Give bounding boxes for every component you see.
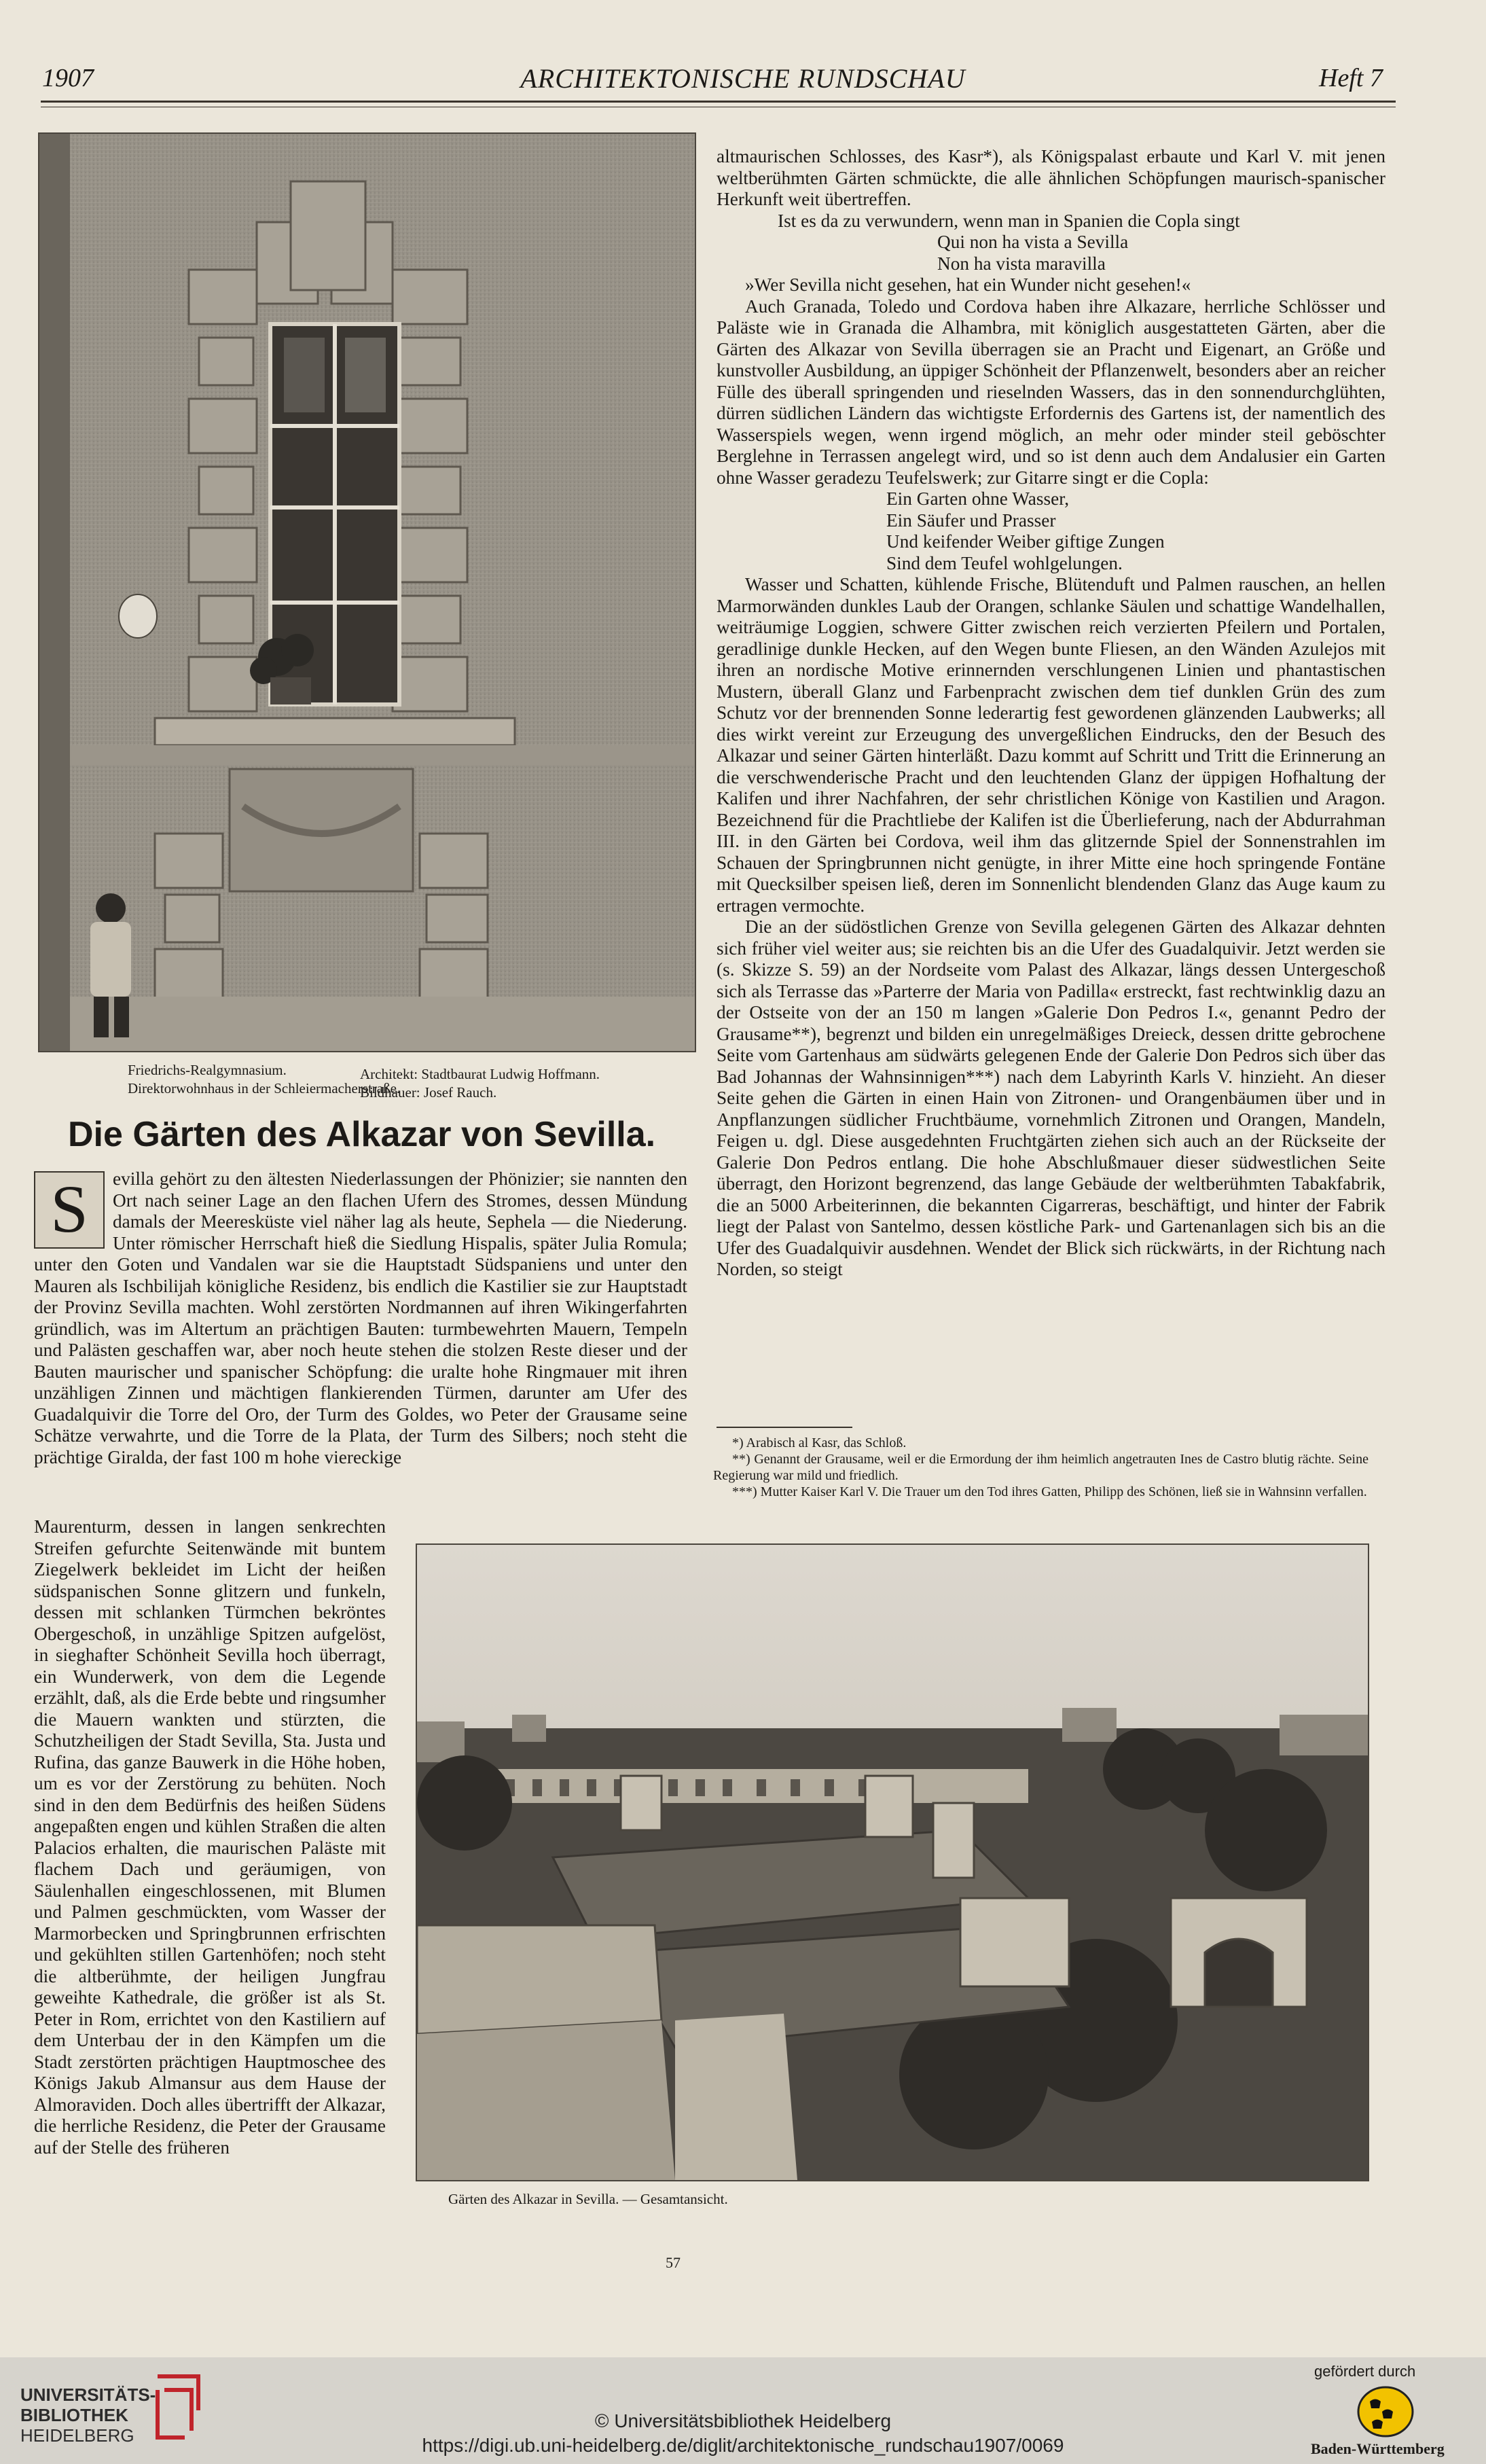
library-line3: HEIDELBERG <box>20 2425 134 2446</box>
footnote-1: *) Arabisch al Kasr, das Schloß. <box>732 1435 907 1450</box>
library-line1: UNIVERSITÄTS- <box>20 2385 156 2405</box>
right-paragraph-3: »Wer Sevilla nicht gesehen, hat ein Wunder nicht gesehen!« <box>745 274 1191 295</box>
library-logo-icon <box>151 2370 205 2444</box>
footnote-rule <box>717 1427 852 1428</box>
garden-image <box>417 1545 1368 2180</box>
article-title: Die Gärten des Alkazar von Sevilla. <box>68 1115 656 1154</box>
garden-photo <box>416 1543 1369 2181</box>
figure2-caption: Gärten des Alkazar in Sevilla. — Gesamtansicht. <box>448 2191 728 2207</box>
footnote-3: ***) Mutter Kaiser Karl V. Die Trauer um den Tod ihres Gatten, Philipp des Schönen, ließ sie in Wahnsinn verfallen. <box>732 1484 1367 1499</box>
library-line2: BIBLIOTHEK <box>20 2405 128 2425</box>
right-paragraph-4: Auch Granada, Toledo und Cordova haben ihre Alkazare, herrliche Schlösser und Paläste wie in Granada die Alhambra, mit königlich ausgestatteten Gärten, aber die Gärten des Alkazar von Sevilla überragen sie an Pracht und Eigenart, an Größe und kunstvoller Ausbildung, an üppiger Schönheit der Pflanzenwelt, besonders aber an reicher Fülle des überall springenden und rieselnden Wassers, das in den sonnendurchglühten, dürren südlichen Ländern das wichtigste Erfordernis des Gartens ist, der namentlich des Wasserspiels wegen, wenn irgend möglich, an mehr oder minder steil geböschter Berglehne in Terrassen angelegt wird, und so ist denn auch dem Andalusier ein Garten ohne Wasser geradezu Teufelswerk; zur Gitarre singt er die Copla: <box>717 296 1385 488</box>
footnote-2: **) Genannt der Grausame, weil er die Ermordung der ihm heimlich angetrauten Ines de Castro blutig rächte. Seine Regierung war mild und friedlich. <box>713 1452 1369 1483</box>
left-column <box>34 1168 687 1468</box>
drop-cap: S <box>34 1171 105 1249</box>
right-paragraph-1: altmaurischen Schlosses, des Kasr*), als Königspalast erbaute und Karl V. mit jenen weltberühmten Gärten schmückte, die alle ähnlichen Schöpfungen maurisch-spanischer Herkunft weit übertreffen. <box>717 146 1385 209</box>
facade-photo <box>38 132 696 1052</box>
footnotes <box>713 1435 1369 1500</box>
right-column <box>717 146 1385 1281</box>
right-paragraph-2: Ist es da zu verwundern, wenn man in Spanien die Copla singt <box>778 210 1240 231</box>
permalink-url[interactable]: https://digi.ub.uni-heidelberg.de/diglit/architektonische_rundschau1907/0069 <box>422 2435 1064 2456</box>
figure1-caption-left: Friedrichs-Realgymnasium. Direktorwohnhaus in der Schleiermacherstraße. <box>128 1062 401 1096</box>
copla-verse-1: Qui non ha vista a Sevilla Non ha vista maravilla <box>937 232 1129 274</box>
right-paragraph-5: Wasser und Schatten, kühlende Frische, Blütenduft und Palmen rauschen, an hellen Marmorwänden dunkles Laub der Orangen, schlanke Säulen und schattige Wandelhallen, weiträumige Loggien, schwere Gitter zwischen reich verzierten Pfeilern und Portalen, geradlinige dunkle Hecken, auf den Wegen bunte Fliesen, an den Wänden Azulejos mit ihren an nordische Motive erinnernden verschlungenen Linien und phantastischen Mustern, überall Glanz und Farbenpracht zwischen dem tief dunklen Grün des zum Schutz vor der brennenden Sonne lederartig fest gewordenen glänzenden Laubwerks; all dies wirkt vereint zur Erzeugung des unvergeßlichen Eindrucks, den der Besuch des Alkazar und seiner Gärten hinterläßt. Dazu kommt auf Schritt und Tritt die Erinnerung an die verschwenderische Pracht und den leuchtenden Glanz der üppigen Hofhaltung der Kalifen und ihrer Nachfahren, der sehr christlichen Könige von Kastilien und Aragon. Bezeichnend für die Prachtliebe der Kalifen ist die Überlieferung, nach der Abdurrahman III. in den Gärten bei Cordova, weil ihm das glitzernde Spiel der Sonnenstrahlen im Schauen der Springbrunnen nicht genügte, in ihrer Mitte eine hoch springende Fontäne mit Quecksilber speisen ließ, deren im Sonnenlicht blendenden Glanz das Auge kaum zu ertragen vermochte. <box>717 574 1385 916</box>
left-narrow-paragraph: Maurenturm, dessen in langen senkrechten Streifen gefurchte Seitenwände mit buntem Ziegelwerk bekleidet im Licht der heißen südspanischen Sonne glitzern und funkeln, dessen mit schlanken Türmchen bekröntes Obergeschoß, in unzählige Spitzen aufgelöst, in sieghafter Schönheit Sevilla hoch überragt, ein Wunderwerk, von dem die Legende erzählt, daß, als die Erde bebte und ringsumher die Mauern wankten und stürzten, die Schutzheiligen der Stadt Sevilla, Sta. Justa und Rufina, das ganze Bauwerk in die Höhe hoben, um es vor der Zerstörung zu behüten. Noch sind in den dem Bedürfnis des heißen Südens angepaßten engen und kühlen Straßen die alten Palacios erhalten, die maurischen Paläste mit flachem Dach und geräumigen, von Säulenhallen eingeschlossenen, mit Blumen und Palmen geschmückten, vom Wasser der Marmorbecken und Springbrunnen erfrischten und gekühlten stillen Gartenhöfen; noch steht die altberühmte, der heiligen Jungfrau geweihte Kathedrale, die größer ist als St. Peter in Rom, errichtet von den Kastiliern auf dem Unterbau der in den Kämpfen um die Stadt zerstörten prächtigen Hauptmoschee des Königs Jakub Almansur aus dem Hause der Almoraviden. Doch alles übertrifft der Alkazar, die herrliche Residenz, die Peter der Grausame auf der Stelle des früheren <box>34 1516 386 2158</box>
funded-by-label: gefördert durch <box>1314 2363 1416 2380</box>
header-year: 1907 <box>42 64 94 92</box>
funder-name: Baden-Württemberg <box>1311 2440 1445 2457</box>
header-issue: Heft 7 <box>1319 64 1383 92</box>
baden-wuerttemberg-crest-icon <box>1355 2385 1416 2439</box>
header-journal: ARCHITEKTONISCHE RUNDSCHAU <box>520 63 966 94</box>
right-paragraph-6: Die an der südöstlichen Grenze von Sevilla gelegenen Gärten des Alkazar dehnten sich früher viel weiter aus; sie reichten bis an die Ufer des Guadalquivir. Jetzt werden sie (s. Skizze S. 59) an der Nordseite vom Palast des Alkazar, längs dessen Untergeschoß sich als Terrasse das »Parterre der Maria von Padilla« erstreckt, fast rechtwinklig dazu an der Ostseite von der an 150 m langen »Galerie Don Pedros I.«, genannt Pedro der Grausame**), begrenzt und bilden ein unregelmäßiges Dreieck, dessen dritte gebrochene Seite vom Gartenhaus am südwärts gelegenen Ende der Galerie Don Pedros sich über das Bad Johannas der Wahnsinnigen***) nach dem Labyrinth Karls V. hinzieht. An dieser Seite gehen die Gärten in einen Hain von Zitronen- und Orangenbäumen über und in Anpflanzungen südlicher Fruchtbäume, vornehmlich Zitronen und Orangen, Mandeln, Feigen u. dgl. Diese ausgedehnten Fruchtgärten ziehen sich auch an der Rückseite der Galerie Don Pedros entlang. Die hohe Abschlußmauer dieser südwestlichen Seite überragt, den Horizont begrenzend, das lange Gebäude der weltberühmten Tabakfabrik, die an 5000 Arbeiterinnen, die bekannten Cigarreras, beschäftigt, und hinter der Fabrik liegt der Palast von Santelmo, dessen köstliche Park- und Gartenanlagen sich bis an die Ufer des Guadalquivir ausdehnen. Wendet der Blick sich rückwärts, in der Richtung nach Norden, so steigt <box>717 916 1385 1279</box>
facade-image <box>39 134 695 1051</box>
left-narrow-column <box>34 1516 386 2158</box>
header-rule <box>41 101 1396 107</box>
copyright-text: © Universitätsbibliothek Heidelberg <box>594 2410 892 2431</box>
copla-verse-2: Ein Garten ohne Wasser, Ein Säufer und Prasser Und keifender Weiber giftige Zungen Sind dem Teufel wohlgelungen. <box>886 488 1165 573</box>
page-number: 57 <box>666 2254 681 2271</box>
figure1-caption-right: Architekt: Stadtbaurat Ludwig Hoffmann. Bildhauer: Josef Rauch. <box>360 1066 600 1101</box>
left-paragraph: evilla gehört zu den ältesten Niederlassungen der Phönizier; sie nannten den Ort nach seiner Lage an den flachen Ufern des Stromes, dessen Mündung damals der Meeresküste viel näher lag als heute, Sephela — die Niederung. Unter römischer Herrschaft hieß die Siedlung Hispalis, später Julia Romula; unter den Goten und Vandalen war sie die Hauptstadt Südspaniens und unter den Mauren als Ischbilijah königliche Residenz, bis endlich die Kastilier sie zur Hauptstadt der Provinz Sevilla machten. Wohl zerstörten Nordmannen auf ihren Wikingerfahrten gründlich, was im Altertum an prächtigen Bauten: turmbewehrten Mauern, Tempeln und Palästen geschaffen war, aber noch heute stehen die stolzen Reste dieser und der Bauten maurischer und spanischer Schöpfung: die uralte hohe Ringmauer mit ihren unzähligen Zinnen und mächtigen flankierenden Türmen, darunter am Ufer des Guadalquivir die Torre del Oro, der Turm des Goldes, wo Peter der Grausame seine Schätze verwahrte, und die Torre de la Plata, der Turm des Silbers; noch steht die prächtige Giralda, der fast 100 m hohe viereckige <box>34 1168 687 1467</box>
